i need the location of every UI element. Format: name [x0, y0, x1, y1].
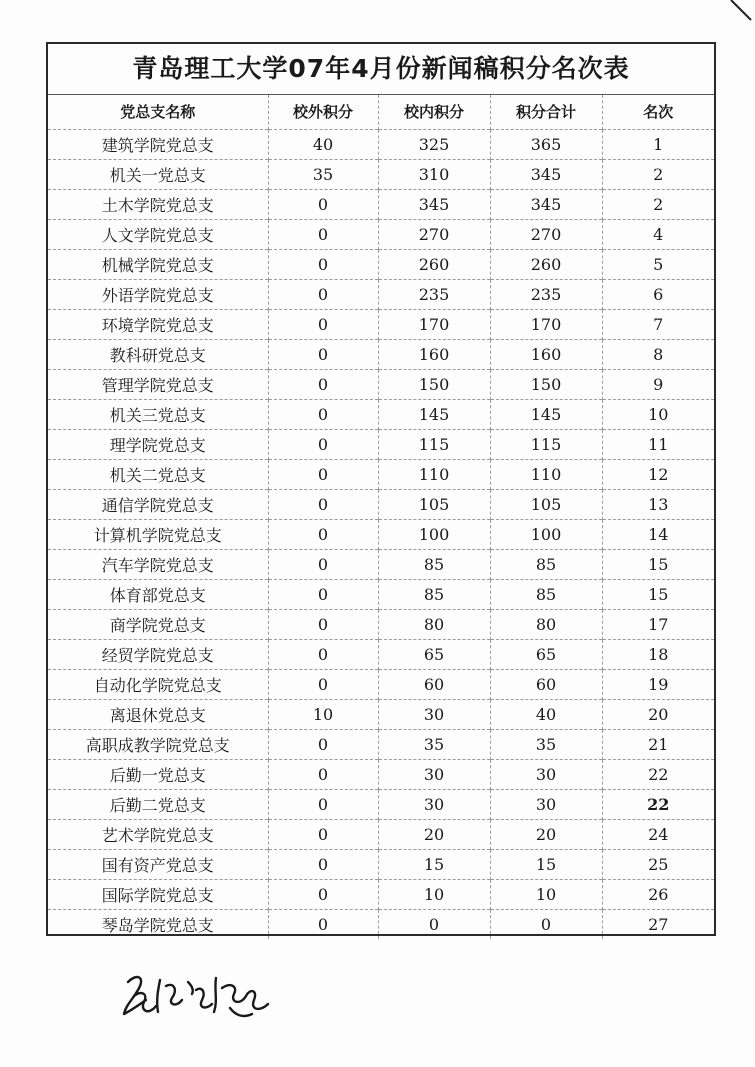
cell-internal-score: 15: [378, 849, 490, 879]
cell-branch-name: 体育部党总支: [48, 579, 268, 609]
cell-total-score: 20: [490, 819, 602, 849]
cell-external-score: 40: [268, 129, 378, 159]
cell-internal-score: 150: [378, 369, 490, 399]
table-row: [48, 279, 714, 309]
cell-total-score: 145: [490, 399, 602, 429]
cell-branch-name: 教科研党总支: [48, 339, 268, 369]
cell-branch-name: 土木学院党总支: [48, 189, 268, 219]
cell-total-score: 15: [490, 849, 602, 879]
table-row: [48, 129, 714, 159]
cell-total-score: 30: [490, 789, 602, 819]
cell-external-score: 0: [268, 519, 378, 549]
cell-internal-score: 30: [378, 789, 490, 819]
cell-internal-score: 65: [378, 639, 490, 669]
cell-total-score: 100: [490, 519, 602, 549]
table-row: [48, 819, 714, 849]
cell-external-score: 0: [268, 669, 378, 699]
table-row: [48, 489, 714, 519]
table-row: [48, 699, 714, 729]
cell-internal-score: 145: [378, 399, 490, 429]
cell-rank: 18: [602, 639, 714, 669]
cell-branch-name: 环境学院党总支: [48, 309, 268, 339]
cell-rank: 21: [602, 729, 714, 759]
cell-external-score: 0: [268, 489, 378, 519]
cell-total-score: 85: [490, 579, 602, 609]
cell-total-score: 105: [490, 489, 602, 519]
cell-branch-name: 后勤一党总支: [48, 759, 268, 789]
cell-rank: 24: [602, 819, 714, 849]
cell-rank: 10: [602, 399, 714, 429]
table-row: [48, 369, 714, 399]
cell-branch-name: 汽车学院党总支: [48, 549, 268, 579]
cell-total-score: 115: [490, 429, 602, 459]
cell-external-score: 0: [268, 249, 378, 279]
table-row: [48, 399, 714, 429]
cell-branch-name: 建筑学院党总支: [48, 129, 268, 159]
table-row: [48, 519, 714, 549]
cell-internal-score: 235: [378, 279, 490, 309]
cell-rank: 22: [602, 789, 714, 819]
cell-branch-name: 人文学院党总支: [48, 219, 268, 249]
cell-rank: 15: [602, 579, 714, 609]
cell-total-score: 65: [490, 639, 602, 669]
cell-internal-score: 35: [378, 729, 490, 759]
cell-internal-score: 0: [378, 909, 490, 939]
cell-branch-name: 国有资产党总支: [48, 849, 268, 879]
cell-rank: 19: [602, 669, 714, 699]
cell-external-score: 0: [268, 729, 378, 759]
cell-branch-name: 通信学院党总支: [48, 489, 268, 519]
cell-total-score: 85: [490, 549, 602, 579]
cell-external-score: 0: [268, 369, 378, 399]
corner-pen-mark: [725, 0, 755, 24]
cell-external-score: 10: [268, 699, 378, 729]
cell-external-score: 0: [268, 909, 378, 939]
cell-external-score: 0: [268, 579, 378, 609]
cell-rank: 5: [602, 249, 714, 279]
cell-total-score: 10: [490, 879, 602, 909]
cell-rank: 8: [602, 339, 714, 369]
cell-rank: 22: [602, 759, 714, 789]
cell-internal-score: 260: [378, 249, 490, 279]
table-header-row: [48, 95, 714, 129]
cell-external-score: 0: [268, 789, 378, 819]
cell-external-score: 0: [268, 219, 378, 249]
header-internal-score: 校内积分: [378, 95, 490, 129]
cell-internal-score: 345: [378, 189, 490, 219]
cell-external-score: 0: [268, 639, 378, 669]
cell-branch-name: 艺术学院党总支: [48, 819, 268, 849]
table-row: [48, 759, 714, 789]
cell-total-score: 270: [490, 219, 602, 249]
cell-total-score: 40: [490, 699, 602, 729]
table-row: [48, 789, 714, 819]
header-branch-name: 党总支名称: [120, 103, 196, 122]
cell-branch-name: 国际学院党总支: [48, 879, 268, 909]
cell-internal-score: 30: [378, 759, 490, 789]
cell-external-score: 0: [268, 399, 378, 429]
cell-internal-score: 310: [378, 159, 490, 189]
table-row: [48, 249, 714, 279]
cell-branch-name: 商学院党总支: [48, 609, 268, 639]
cell-total-score: 150: [490, 369, 602, 399]
table-row: [48, 639, 714, 669]
cell-total-score: 160: [490, 339, 602, 369]
cell-external-score: 0: [268, 339, 378, 369]
cell-branch-name: 外语学院党总支: [48, 279, 268, 309]
cell-branch-name: 管理学院党总支: [48, 369, 268, 399]
cell-external-score: 0: [268, 849, 378, 879]
cell-rank: 15: [602, 549, 714, 579]
cell-rank: 20: [602, 699, 714, 729]
cell-external-score: 0: [268, 819, 378, 849]
header-external-score: 校外积分: [268, 95, 378, 129]
cell-total-score: 0: [490, 909, 602, 939]
cell-branch-name: 高职成教学院党总支: [48, 729, 268, 759]
table-body: [48, 129, 714, 939]
cell-internal-score: 60: [378, 669, 490, 699]
cell-internal-score: 170: [378, 309, 490, 339]
table-row: [48, 189, 714, 219]
cell-rank: 27: [602, 909, 714, 939]
cell-internal-score: 30: [378, 699, 490, 729]
cell-branch-name: 理学院党总支: [48, 429, 268, 459]
table-row: [48, 549, 714, 579]
cell-rank: 9: [602, 369, 714, 399]
cell-branch-name: 机关一党总支: [48, 159, 268, 189]
cell-external-score: 0: [268, 279, 378, 309]
cell-internal-score: 325: [378, 129, 490, 159]
cell-rank: 12: [602, 459, 714, 489]
cell-branch-name: 离退休党总支: [48, 699, 268, 729]
cell-rank: 4: [602, 219, 714, 249]
cell-internal-score: 85: [378, 579, 490, 609]
cell-rank: 13: [602, 489, 714, 519]
cell-branch-name: 机械学院党总支: [48, 249, 268, 279]
cell-rank: 11: [602, 429, 714, 459]
cell-internal-score: 115: [378, 429, 490, 459]
cell-total-score: 345: [490, 189, 602, 219]
cell-rank: 25: [602, 849, 714, 879]
cell-rank: 2: [602, 159, 714, 189]
cell-internal-score: 270: [378, 219, 490, 249]
table-row: [48, 909, 714, 939]
cell-external-score: 0: [268, 309, 378, 339]
cell-branch-name: 后勤二党总支: [48, 789, 268, 819]
cell-external-score: 0: [268, 429, 378, 459]
table-row: [48, 609, 714, 639]
cell-total-score: 235: [490, 279, 602, 309]
cell-internal-score: 105: [378, 489, 490, 519]
cell-internal-score: 10: [378, 879, 490, 909]
cell-total-score: 345: [490, 159, 602, 189]
cell-branch-name: 琴岛学院党总支: [48, 909, 268, 939]
table-row: [48, 879, 714, 909]
cell-branch-name: 机关二党总支: [48, 459, 268, 489]
header-rank: 名次: [602, 95, 714, 129]
cell-total-score: 35: [490, 729, 602, 759]
table-row: [48, 579, 714, 609]
cell-total-score: 30: [490, 759, 602, 789]
table-row: [48, 159, 714, 189]
cell-internal-score: 160: [378, 339, 490, 369]
cell-branch-name: 自动化学院党总支: [48, 669, 268, 699]
cell-total-score: 260: [490, 249, 602, 279]
cell-external-score: 0: [268, 609, 378, 639]
cell-internal-score: 85: [378, 549, 490, 579]
cell-total-score: 60: [490, 669, 602, 699]
handwritten-signature: [118, 960, 288, 1030]
cell-total-score: 170: [490, 309, 602, 339]
cell-rank: 6: [602, 279, 714, 309]
table-row: [48, 339, 714, 369]
header-total-score: 积分合计: [490, 95, 602, 129]
ranking-table: [48, 95, 714, 939]
table-row: [48, 219, 714, 249]
cell-external-score: 0: [268, 189, 378, 219]
cell-rank: 2: [602, 189, 714, 219]
ranking-sheet: [46, 42, 716, 936]
cell-rank: 14: [602, 519, 714, 549]
sheet-title: 青岛理工大学07年4月份新闻稿积分名次表: [48, 44, 714, 95]
cell-internal-score: 110: [378, 459, 490, 489]
cell-external-score: 0: [268, 549, 378, 579]
cell-external-score: 35: [268, 159, 378, 189]
cell-internal-score: 80: [378, 609, 490, 639]
cell-rank: 1: [602, 129, 714, 159]
cell-rank: 7: [602, 309, 714, 339]
table-row: [48, 849, 714, 879]
cell-rank: 26: [602, 879, 714, 909]
table-row: [48, 309, 714, 339]
cell-external-score: 0: [268, 759, 378, 789]
cell-external-score: 0: [268, 879, 378, 909]
cell-branch-name: 经贸学院党总支: [48, 639, 268, 669]
cell-internal-score: 100: [378, 519, 490, 549]
cell-total-score: 80: [490, 609, 602, 639]
table-row: [48, 459, 714, 489]
cell-total-score: 365: [490, 129, 602, 159]
table-row: [48, 729, 714, 759]
cell-branch-name: 计算机学院党总支: [48, 519, 268, 549]
cell-total-score: 110: [490, 459, 602, 489]
cell-internal-score: 20: [378, 819, 490, 849]
cell-rank: 17: [602, 609, 714, 639]
cell-branch-name: 机关三党总支: [48, 399, 268, 429]
cell-external-score: 0: [268, 459, 378, 489]
table-row: [48, 429, 714, 459]
table-row: [48, 669, 714, 699]
